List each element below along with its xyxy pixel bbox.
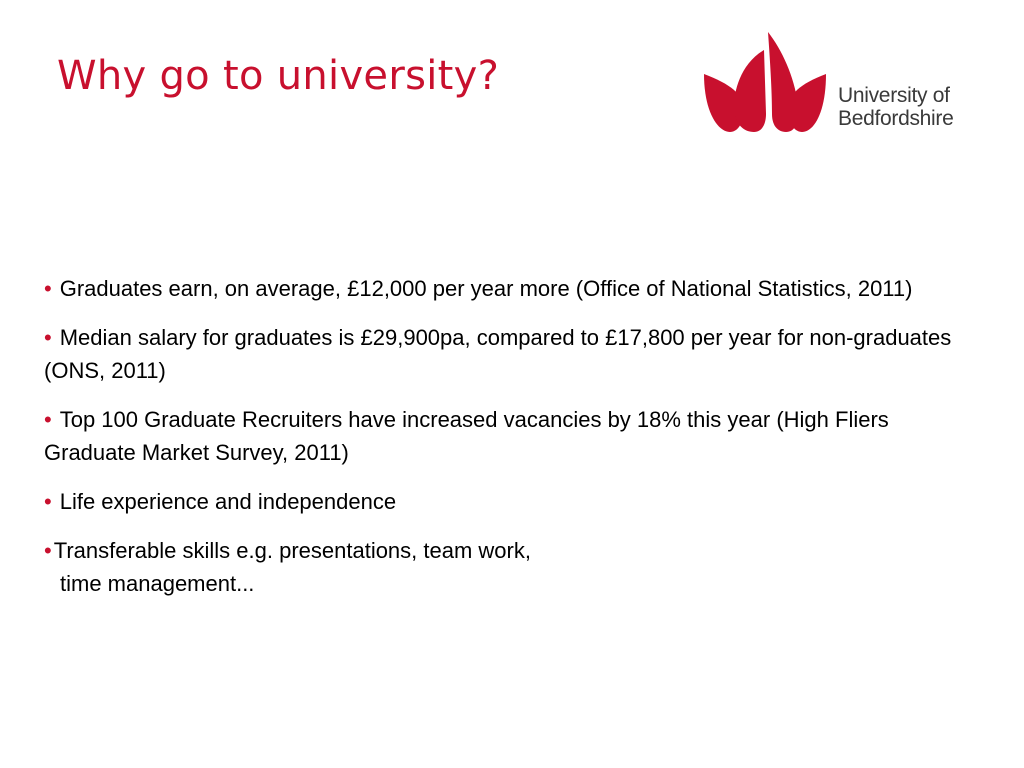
logo-line-1: University of	[838, 84, 950, 107]
bullet-continuation: time management...	[60, 571, 255, 596]
bullet-marker: •	[44, 276, 52, 301]
logo-wordmark	[838, 84, 953, 130]
bullet-item	[44, 403, 964, 469]
bullet-list	[44, 272, 964, 610]
bullet-item	[44, 534, 964, 600]
bullet-text: Top 100 Graduate Recruiters have increased vacancies by 18% this year (High Fliers Graduate Market Survey, 2011)	[44, 407, 889, 465]
bullet-text: Transferable skills e.g. presentations, team work,	[53, 538, 531, 563]
bullet-text: Graduates earn, on average, £12,000 per year more (Office of National Statistics, 2011)	[59, 276, 913, 301]
bullet-item	[44, 321, 964, 387]
bullet-text: Median salary for graduates is £29,900pa, compared to £17,800 per year for non-graduates (ONS, 2011)	[44, 325, 952, 383]
bullet-marker: •	[44, 407, 52, 432]
bullet-item	[44, 485, 964, 518]
slide-title: Why go to university?	[57, 53, 500, 99]
logo-line-2: Bedfordshire	[838, 107, 954, 130]
bullet-marker: •	[44, 538, 52, 563]
bullet-marker: •	[44, 489, 52, 514]
university-logo	[700, 30, 970, 140]
bullet-text: Life experience and independence	[59, 489, 397, 514]
bullet-marker: •	[44, 325, 52, 350]
logo-mark-icon	[700, 30, 830, 136]
bullet-item	[44, 272, 964, 305]
